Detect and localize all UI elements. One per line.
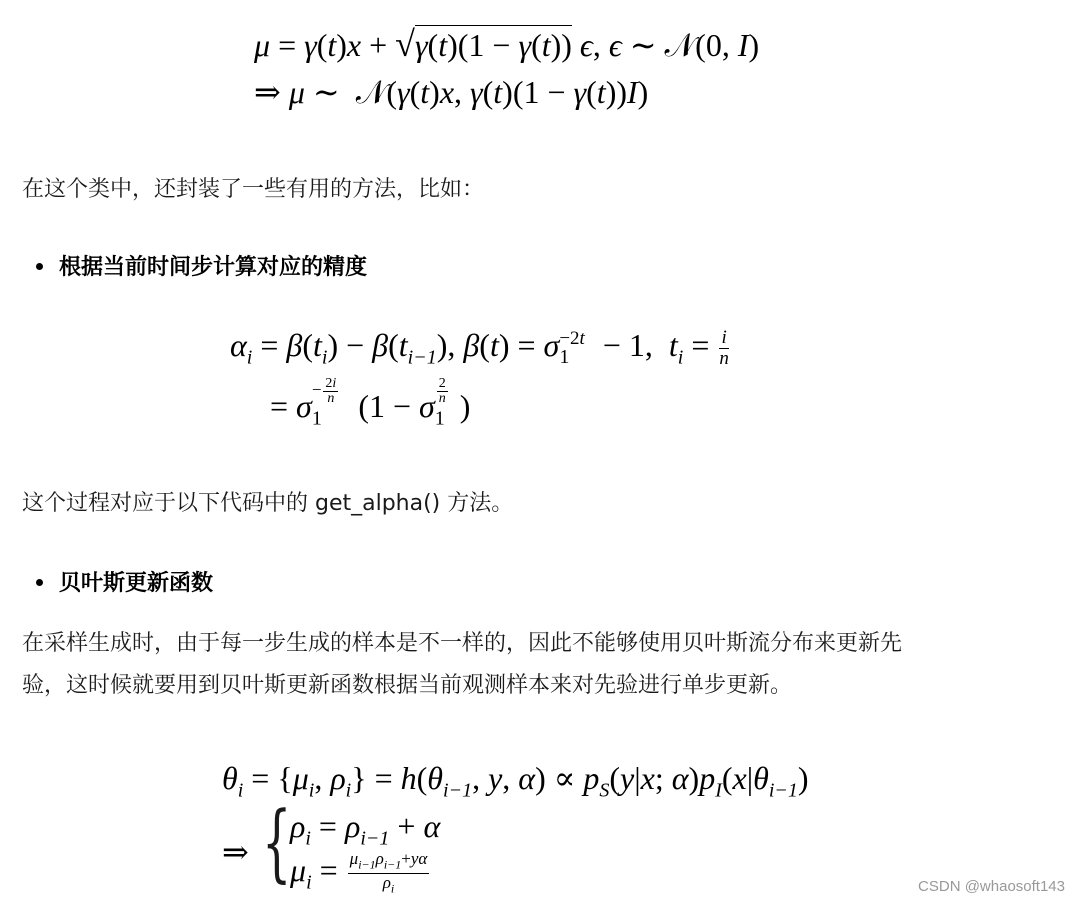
equation-3-line-1: $\theta_i = \{\mu_i$, $\rho_i\} = h(\theta_{i-1}$, y, $\alpha) \propto p_S(y|x$; $\alpha)p_I(x|\theta_{i-1})$	[222, 760, 809, 802]
equation-3-implies: ⇒	[222, 834, 249, 870]
paragraph-sampling-line-2: 验，这时候就要用到贝叶斯更新函数根据当前观测样本来对先验进行单步更新。	[22, 673, 793, 698]
bullet-bayes-update-text: 贝叶斯更新函数	[59, 571, 214, 596]
equation-1-line-2: ⇒ μ ∼ 𝒩(γ(t)x, γ(t)(1 − γ(t))I)	[254, 74, 649, 110]
bullet-precision-text: 根据当前时间步计算对应的精度	[59, 255, 368, 280]
bullet-precision	[36, 250, 367, 281]
equation-3-case-1: $\rho_i = \rho_{i-1} + \alpha$	[290, 808, 441, 850]
bullet-dot	[36, 263, 43, 270]
equation-3-case-2: $\mu_i$ = $\frac{\mu_{i-1}\rho_{i-1}+y\alpha}{\rho_i}$	[290, 849, 428, 896]
equation-2-line-1: $\alpha_i = \beta(t_i) - \beta(t_{i-1})$, $\beta(t) = \sigma_1^{-2t} - 1$, $t_i$ = $\frac{i}{n}$	[230, 326, 729, 369]
equation-3-brace: {	[262, 793, 292, 891]
equation-2-line-2: = $\sigma_1^{- \frac{2i}{n}}$ ($1 - \sigma_1$ $^{\frac{2}{n}}$ )	[270, 375, 471, 430]
watermark: CSDN @whaosoft143	[918, 878, 1065, 895]
bullet-dot	[36, 579, 43, 586]
paragraph-get-alpha: 这个过程对应于以下代码中的 get_alpha() 方法。	[22, 491, 514, 516]
equation-1-line-1: μ = γ(t)x + √γ(t)(1 − γ(t)) ϵ, ϵ ∼ 𝒩(0, I)	[254, 24, 760, 64]
bullet-bayes-update	[36, 566, 213, 597]
paragraph-sampling-line-1: 在采样生成时，由于每一步生成的样本是不一样的，因此不能够使用贝叶斯流分布来更新先	[22, 631, 903, 656]
paragraph-methods-intro: 在这个类中，还封装了一些有用的方法，比如：	[22, 177, 485, 202]
